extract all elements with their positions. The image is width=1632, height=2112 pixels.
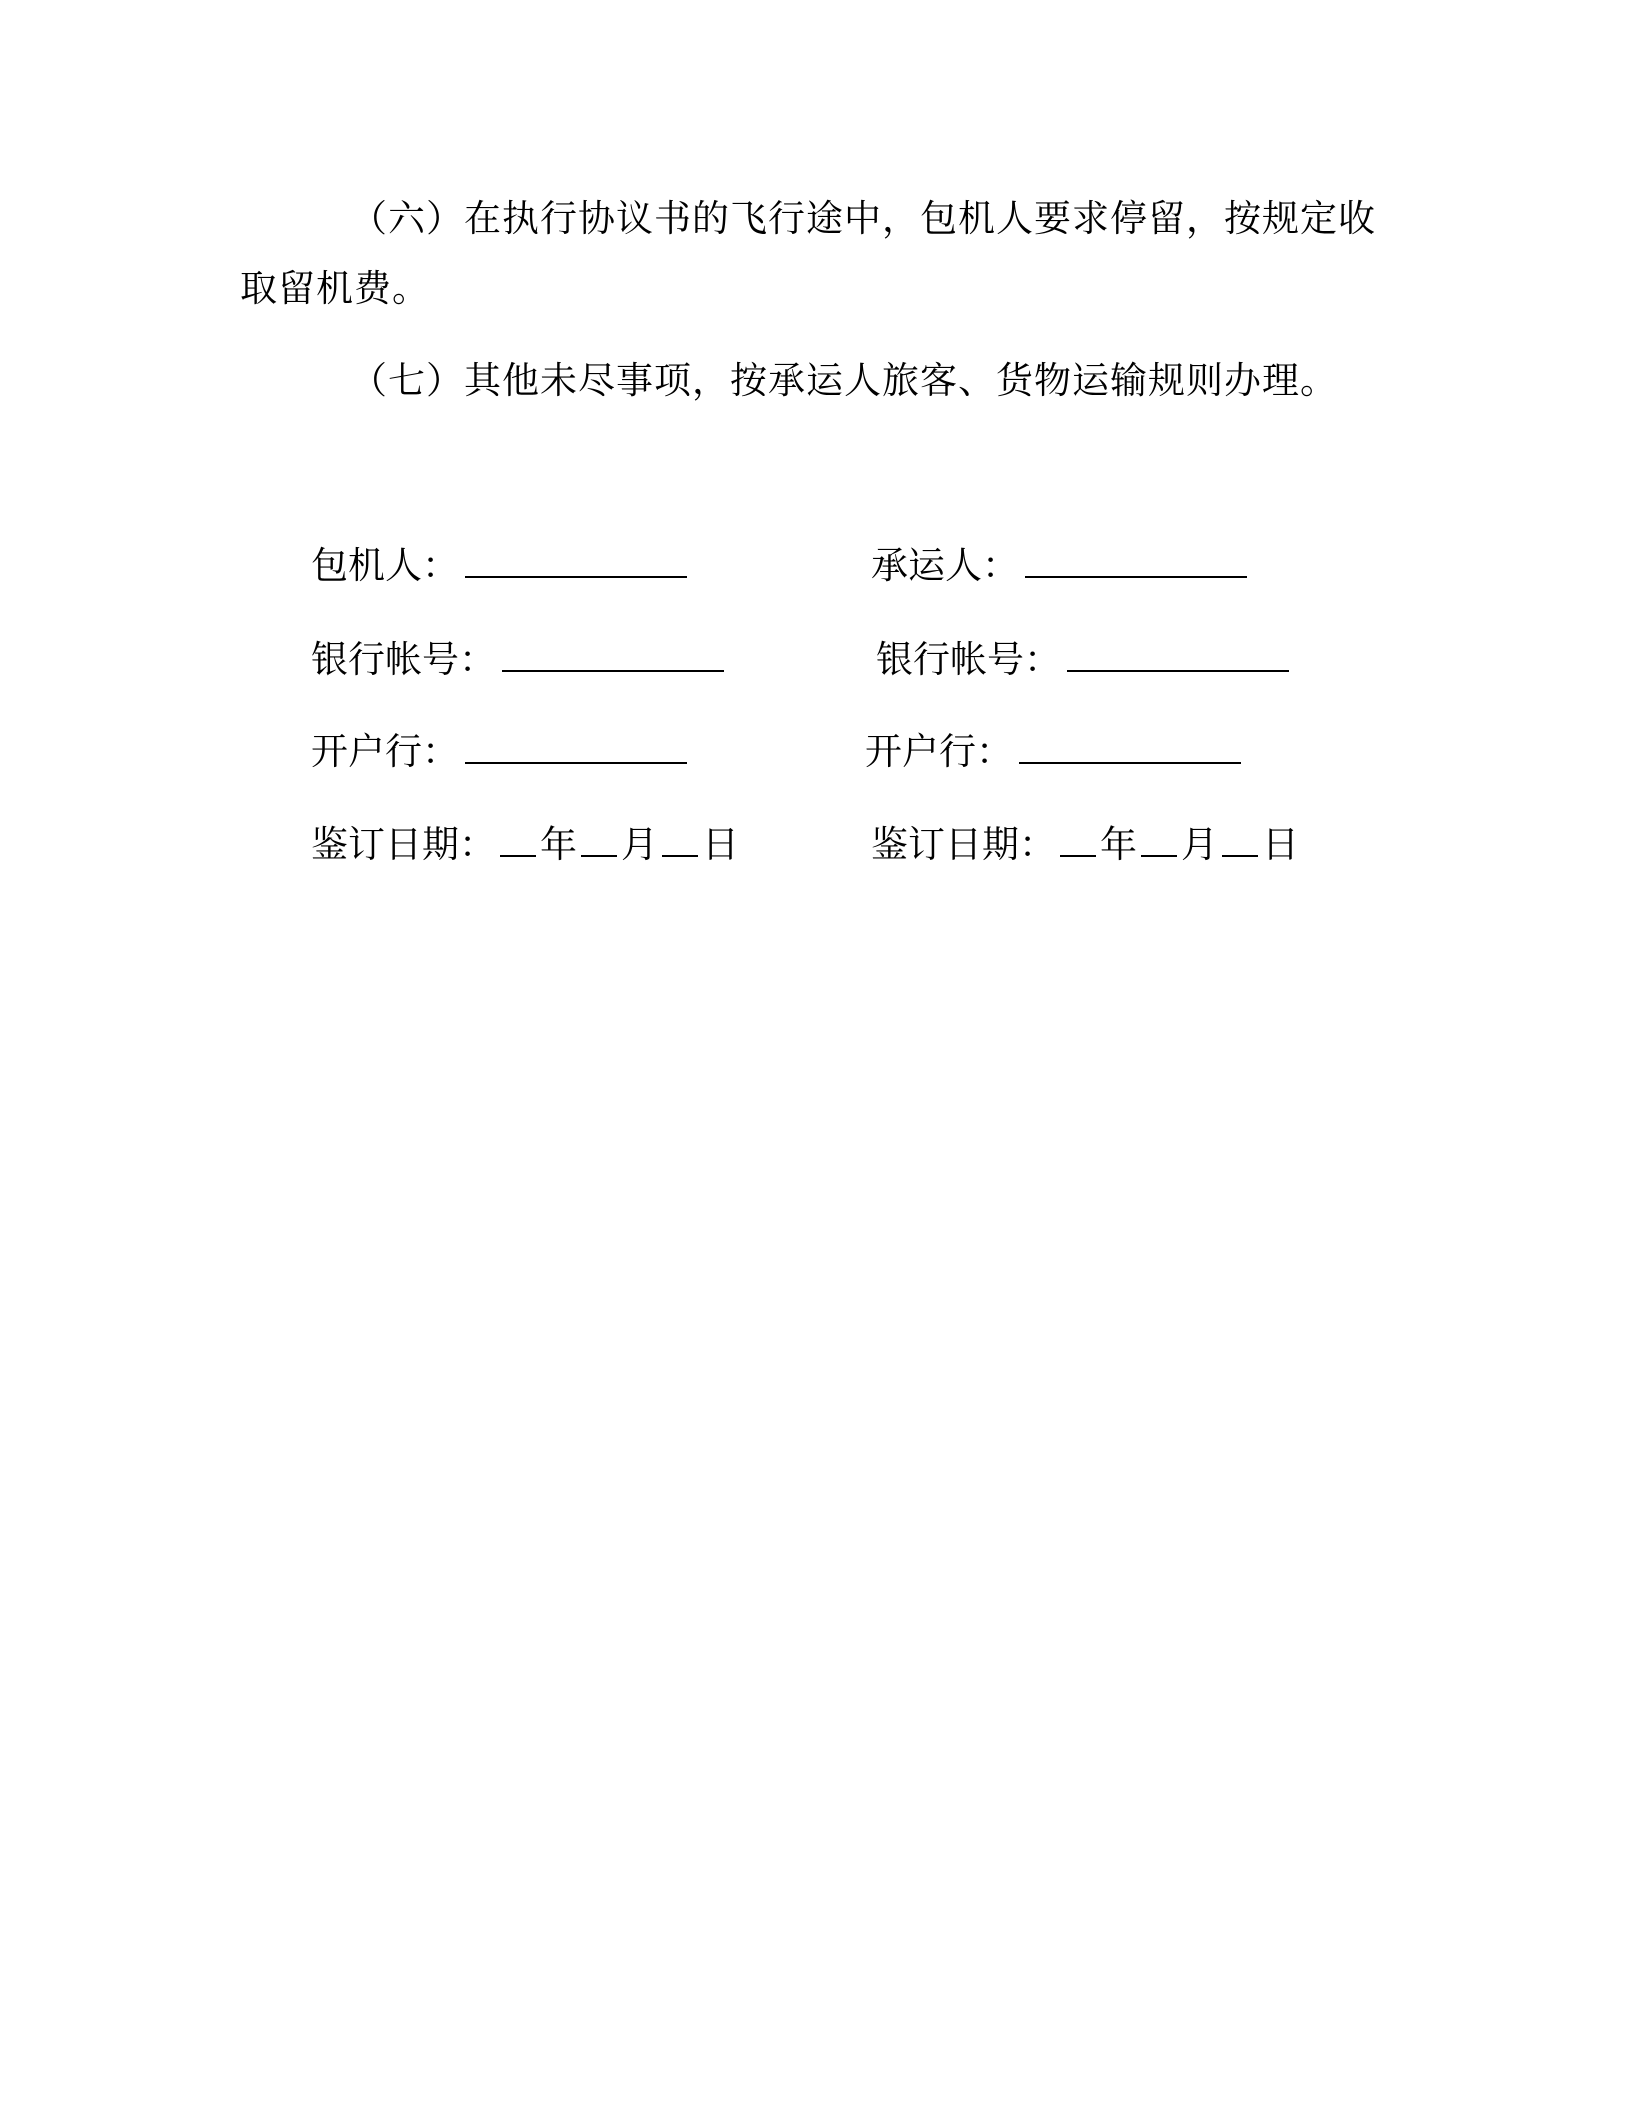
carrier-date-label: 鉴订日期： xyxy=(871,823,1056,866)
charterer-year-blank xyxy=(500,815,536,857)
charterer-blank xyxy=(465,536,687,578)
carrier-month-label: 月 xyxy=(1181,823,1218,866)
charterer-bank-account-field xyxy=(311,630,724,685)
clause-6: （六）在执行协议书的飞行途中，包机人要求停留，按规定收取留机费。 xyxy=(240,197,1376,310)
carrier-bank-account-blank xyxy=(1067,630,1289,672)
clause-7: （七）其他未尽事项，按承运人旅客、货物运输规则办理。 xyxy=(350,359,1338,402)
carrier-label: 承运人： xyxy=(871,544,1019,587)
charterer-bank-blank xyxy=(465,722,687,764)
carrier-bank-label: 开户行： xyxy=(865,730,1013,773)
charterer-bank-account-label: 银行帐号： xyxy=(311,638,496,681)
charterer-label: 包机人： xyxy=(311,544,459,587)
charterer-bank-account-blank xyxy=(502,630,724,672)
carrier-bank-account-field xyxy=(876,630,1289,685)
charterer-month-blank xyxy=(581,815,617,857)
carrier-year-label: 年 xyxy=(1100,823,1137,866)
charterer-date-label: 鉴订日期： xyxy=(311,823,496,866)
carrier-day-blank xyxy=(1222,815,1258,857)
carrier-month-blank xyxy=(1141,815,1177,857)
carrier-bank-blank xyxy=(1019,722,1241,764)
carrier-year-blank xyxy=(1060,815,1096,857)
carrier-field xyxy=(871,536,1247,591)
charterer-bank-field xyxy=(311,722,687,777)
charterer-day-label: 日 xyxy=(702,823,739,866)
charterer-month-label: 月 xyxy=(621,823,658,866)
charterer-date-field xyxy=(311,815,739,870)
carrier-day-label: 日 xyxy=(1262,823,1299,866)
carrier-bank-field xyxy=(865,722,1241,777)
carrier-date-field xyxy=(871,815,1299,870)
carrier-blank xyxy=(1025,536,1247,578)
charterer-field xyxy=(311,536,687,591)
carrier-bank-account-label: 银行帐号： xyxy=(876,638,1061,681)
charterer-year-label: 年 xyxy=(540,823,577,866)
charterer-bank-label: 开户行： xyxy=(311,730,459,773)
charterer-day-blank xyxy=(662,815,698,857)
